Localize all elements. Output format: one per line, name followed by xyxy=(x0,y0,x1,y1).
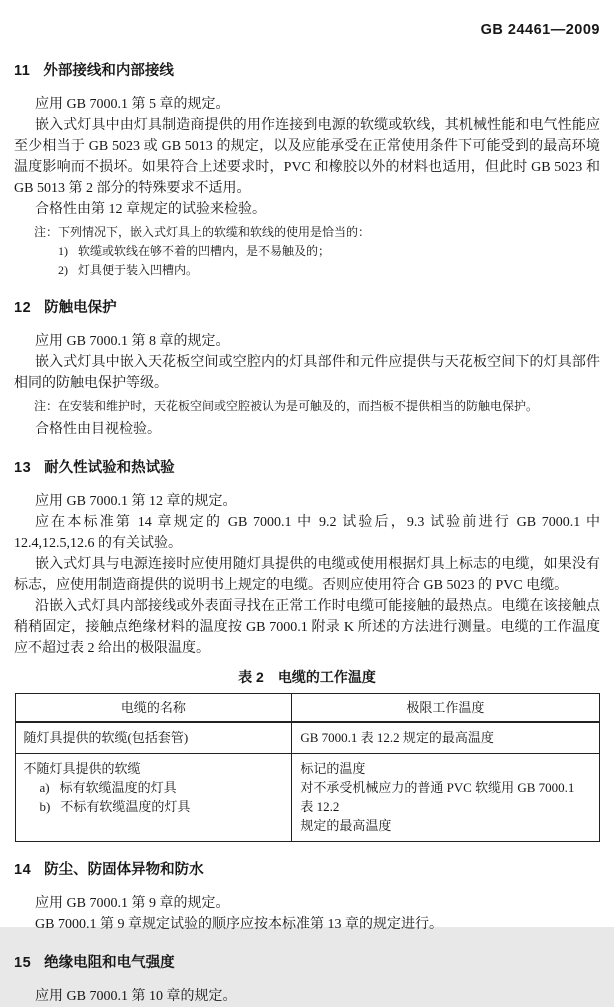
section-13-heading xyxy=(14,459,600,477)
section-13-paragraph-3: 嵌入式灯具与电源连接时应使用随灯具提供的电缆或使用根据灯具上标志的电缆，如果没有标志，应使用制造商提供的说明书上规定的电缆。否则应使用符合 GB 5023 的 PVC 电缆。 xyxy=(14,557,600,593)
row-2-limit-line-2: 对不承受机械应力的普通 PVC 软缆用 GB 7000.1 表 12.2 xyxy=(300,780,575,814)
section-12-paragraph-1: 应用 GB 7000.1 第 8 章的规定。 xyxy=(35,334,230,349)
section-14-paragraph-2: GB 7000.1 第 9 章规定试验的顺序应按本标准第 13 章的规定进行。 xyxy=(35,917,443,932)
section-15-heading xyxy=(14,954,600,972)
section-13-title: 耐久性试验和热试验 xyxy=(44,460,175,476)
section-13-number: 13 xyxy=(14,460,32,476)
row-2-limit-line-3: 规定的最高温度 xyxy=(300,818,392,833)
table-2-caption-label: 表 2 xyxy=(238,669,264,685)
section-14-title: 防尘、防固体异物和防水 xyxy=(44,862,204,878)
row-2-name-item-b xyxy=(24,797,284,816)
section-12-paragraph-2: 嵌入式灯具中嵌入天花板空间或空腔内的灯具部件和元件应提供与天花板空间下的灯具部件相同的防触电保护等级。 xyxy=(14,355,600,391)
section-11-note-item-2 xyxy=(14,261,600,280)
section-11-note-item-1 xyxy=(14,242,600,261)
section-15-paragraph-1: 应用 GB 7000.1 第 10 章的规定。 xyxy=(35,989,237,1004)
note-item-2-text: 灯具便于装入凹槽内。 xyxy=(78,263,199,277)
section-12-note: 注：在安装和维护时，天花板空间或空腔被认为是可触及的，而挡板不提供相当的防触电保护。 xyxy=(34,399,539,413)
section-12-heading xyxy=(14,299,600,317)
row-2-name-line-1: 不随灯具提供的软缆 xyxy=(23,761,141,776)
section-15-title: 绝缘电阻和电气强度 xyxy=(44,955,175,971)
item-b-text: 不标有软缆温度的灯具 xyxy=(60,799,191,814)
table-2-caption xyxy=(14,668,600,686)
item-a-text: 标有软缆温度的灯具 xyxy=(59,780,177,795)
section-13-paragraph-4: 沿嵌入式灯具内部接线或外表面寻找在正常工作时电缆可能接触的最热点。电缆在该接触点稍稍固定，接触点绝缘材料的温度按 GB 7000.1 附录 K 所述的方法进行测量。电缆的工作温度应不超过表 2 给出的极限温度。 xyxy=(14,599,600,656)
table-2-caption-title: 电缆的工作温度 xyxy=(277,669,376,685)
section-14-heading xyxy=(14,861,600,879)
table-2-row-2-limit xyxy=(292,754,599,842)
section-12-paragraph-3: 合格性由目视检验。 xyxy=(35,422,161,437)
note-item-1-text: 软缆或软线在够不着的凹槽内，是不易触及的； xyxy=(78,244,331,258)
section-11-number: 11 xyxy=(14,63,31,79)
row-2-name-item-a xyxy=(24,778,284,797)
section-15-number: 15 xyxy=(14,955,32,971)
section-12-title: 防触电保护 xyxy=(44,300,117,316)
section-11-paragraph-1: 应用 GB 7000.1 第 5 章的规定。 xyxy=(35,97,230,112)
table-2-row-2-name xyxy=(15,754,292,842)
section-11-heading xyxy=(14,62,600,80)
section-14-number: 14 xyxy=(14,862,32,878)
table-2 xyxy=(15,693,600,842)
standard-number: GB 24461—2009 xyxy=(480,22,600,38)
section-11-paragraph-3: 合格性由第 12 章规定的试验来检验。 xyxy=(35,202,266,217)
section-13-paragraph-2: 应在本标准第 14 章规定的 GB 7000.1 中 9.2 试验后，9.3 试验前进行 GB 7000.1 中 12.4,12.5,12.6 的有关试验。 xyxy=(14,515,600,551)
row-2-limit-line-1: 标记的温度 xyxy=(300,761,366,776)
section-11-note: 注：下列情况下，嵌入式灯具上的软缆和软线的使用是恰当的： xyxy=(34,225,371,239)
note-item-2-marker: 2) xyxy=(58,263,68,277)
table-2-row-1-limit: GB 7000.1 表 12.2 规定的最高温度 xyxy=(292,722,599,754)
note-item-1-marker: 1) xyxy=(58,244,68,258)
section-11-title: 外部接线和内部接线 xyxy=(43,63,174,79)
section-14-paragraph-1: 应用 GB 7000.1 第 9 章的规定。 xyxy=(35,896,230,911)
table-2-header-cable-name: 电缆的名称 xyxy=(15,694,292,723)
table-row xyxy=(15,754,599,842)
table-row xyxy=(15,722,599,754)
item-a-marker: a) xyxy=(39,780,50,795)
section-11-paragraph-2: 嵌入式灯具中由灯具制造商提供的用作连接到电源的软缆或软线，其机械性能和电气性能应至少相当于 GB 5023 或 GB 5013 的规定，以及应能承受在正常使用条件下可能受到的最高环境温度影响而不损坏。如果符合上述要求时，PVC 和橡胶以外的材料也适用，但此时 GB 5023 和 GB 5013 第 2 部分的特殊要求不适用。 xyxy=(14,118,600,196)
section-13-paragraph-1: 应用 GB 7000.1 第 12 章的规定。 xyxy=(35,494,237,509)
document-header xyxy=(14,22,600,38)
item-b-marker: b) xyxy=(39,799,51,814)
table-2-header-row xyxy=(15,694,599,723)
section-12-number: 12 xyxy=(14,300,32,316)
table-2-header-limit-temp: 极限工作温度 xyxy=(292,694,599,723)
table-2-row-1-name: 随灯具提供的软缆(包括套管) xyxy=(15,722,292,754)
